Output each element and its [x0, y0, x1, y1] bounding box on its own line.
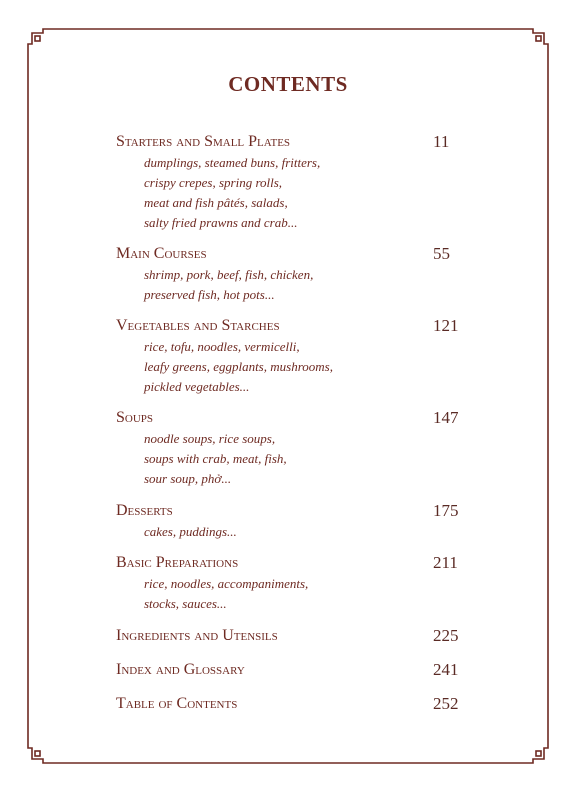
section-heading: Vegetables and Starches [116, 317, 280, 334]
page-number: 55 [433, 244, 450, 263]
description-line: rice, noodles, accompaniments, [144, 576, 309, 591]
toc-entry [116, 625, 468, 647]
page-number: 225 [433, 626, 459, 645]
page-number: 147 [433, 408, 459, 427]
section-description [116, 522, 468, 542]
description-line: meat and fish pâtés, salads, [144, 195, 288, 210]
section-heading: Main Courses [116, 245, 207, 262]
toc-entry [116, 131, 468, 233]
section-description [116, 153, 468, 233]
description-line: dumplings, steamed buns, fritters, [144, 155, 321, 170]
section-heading: Basic Preparations [116, 554, 239, 571]
section-description [116, 574, 468, 614]
table-of-contents [116, 131, 468, 715]
section-description [116, 429, 468, 489]
section-description [116, 265, 468, 305]
section-description [116, 337, 468, 397]
section-heading: Desserts [116, 502, 173, 519]
description-line: salty fried prawns and crab... [144, 215, 298, 230]
page-number: 211 [433, 553, 458, 572]
description-line: crispy crepes, spring rolls, [144, 175, 283, 190]
toc-entry [116, 552, 468, 614]
toc-entry [116, 243, 468, 305]
page-number: 252 [433, 694, 459, 713]
page-number: 121 [433, 316, 459, 335]
description-line: sour soup, phở... [144, 471, 232, 486]
page-number: 175 [433, 501, 459, 520]
description-line: cakes, puddings... [144, 524, 237, 539]
toc-entry [116, 659, 468, 681]
toc-entry [116, 500, 468, 542]
page-number: 11 [433, 132, 450, 151]
section-heading: Table of Contents [116, 695, 238, 712]
section-heading: Index and Glossary [116, 661, 245, 678]
section-heading: Starters and Small Plates [116, 133, 291, 150]
section-heading: Ingredients and Utensils [116, 627, 278, 644]
section-heading: Soups [116, 409, 154, 426]
page-number: 241 [433, 660, 459, 679]
toc-entry [116, 693, 468, 715]
description-line: leafy greens, eggplants, mushrooms, [144, 359, 333, 374]
description-line: preserved fish, hot pots... [144, 287, 275, 302]
toc-entry [116, 315, 468, 397]
description-line: stocks, sauces... [144, 596, 227, 611]
description-line: rice, tofu, noodles, vermicelli, [144, 339, 300, 354]
page-title: CONTENTS [228, 72, 348, 96]
description-line: shrimp, pork, beef, fish, chicken, [144, 267, 314, 282]
toc-entry [116, 407, 468, 489]
description-line: soups with crab, meat, fish, [144, 451, 287, 466]
description-line: pickled vegetables... [144, 379, 250, 394]
description-line: noodle soups, rice soups, [144, 431, 276, 446]
